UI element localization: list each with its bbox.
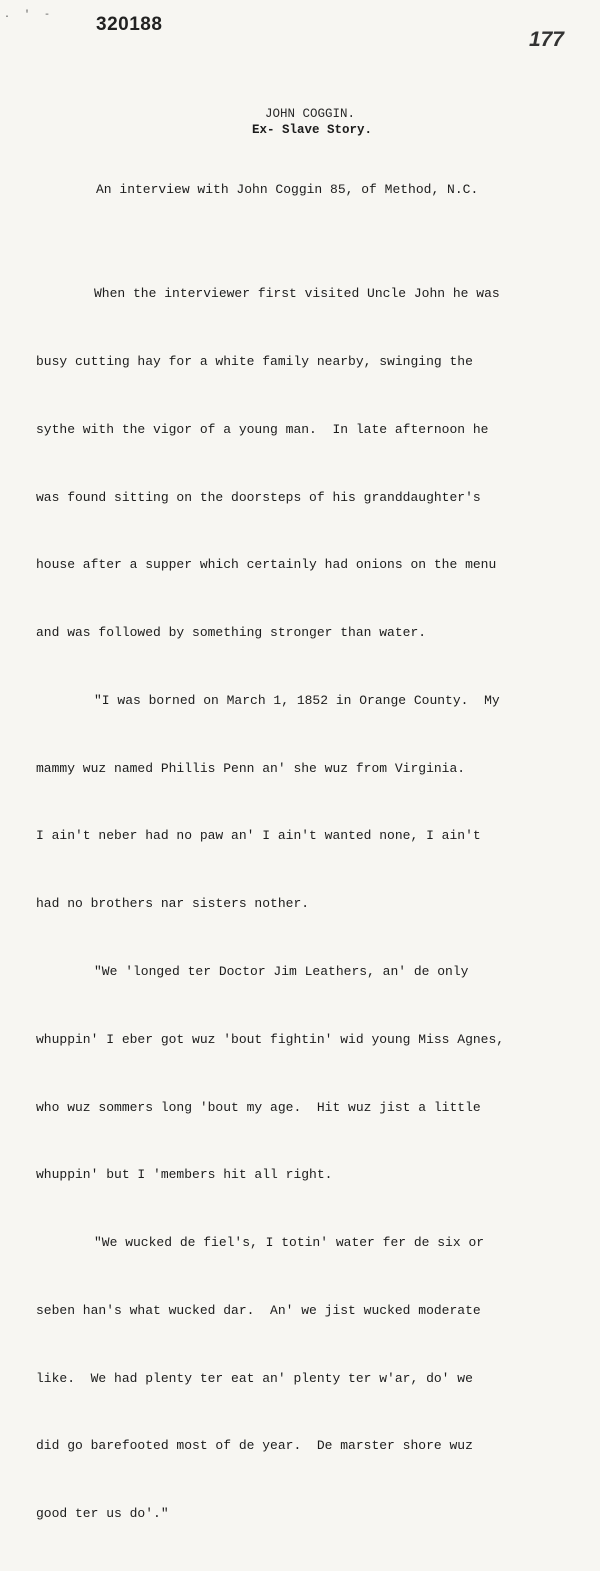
body-line: "I was borned on March 1, 1852 in Orange County. My bbox=[94, 692, 500, 708]
body-line: like. We had plenty ter eat an' plenty ter w'ar, do' we bbox=[36, 1370, 473, 1386]
body-line: "We 'longed ter Doctor Jim Leathers, an' de only bbox=[94, 964, 469, 979]
document-number: 320188 bbox=[96, 14, 163, 35]
body-line: "We wucked de fiel's, I totin' water fer de six or bbox=[94, 1235, 485, 1251]
body-line: whuppin' I eber got wuz 'bout fightin' wid young Miss Agnes, bbox=[36, 1031, 505, 1047]
body-line: I ain't neber had no paw an' I ain't wanted none, I ain't bbox=[36, 828, 481, 844]
body-line: When the interviewer first visited Uncle John he was bbox=[94, 286, 500, 302]
body-line: whuppin' but I 'members hit all right. bbox=[36, 1167, 333, 1183]
intro-line: An interview with John Coggin 85, of Method, N.C. bbox=[96, 182, 479, 197]
body-line: seben han's what wucked dar. An' we jist wucked moderate bbox=[36, 1302, 481, 1318]
body-line: and was followed by something stronger than water. bbox=[36, 625, 427, 641]
page-number: 177 bbox=[528, 28, 564, 51]
stray-marks: . ' - bbox=[4, 10, 55, 21]
body-line: sythe with the vigor of a young man. In late afternoon he bbox=[36, 421, 489, 437]
body-line: busy cutting hay for a white family nearby, swinging the bbox=[36, 353, 473, 369]
body-line: good ter us do'." bbox=[36, 1506, 169, 1522]
body-line: did go barefooted most of de year. De marster shore wuz bbox=[36, 1438, 473, 1454]
body-text bbox=[36, 238, 576, 1571]
body-line: mammy wuz named Phillis Penn an' she wuz from Virginia. bbox=[36, 760, 466, 776]
document-title bbox=[0, 106, 600, 138]
title-name: JOHN COGGIN. bbox=[264, 107, 355, 121]
title-subtitle: Ex- Slave Story. bbox=[251, 123, 373, 137]
body-line: was found sitting on the doorsteps of his granddaughter's bbox=[36, 489, 481, 505]
body-line: had no brothers nar sisters nother. bbox=[36, 896, 310, 912]
body-line: house after a supper which certainly had onions on the menu bbox=[36, 557, 497, 573]
body-line: who wuz sommers long 'bout my age. Hit wuz jist a little bbox=[36, 1099, 481, 1115]
